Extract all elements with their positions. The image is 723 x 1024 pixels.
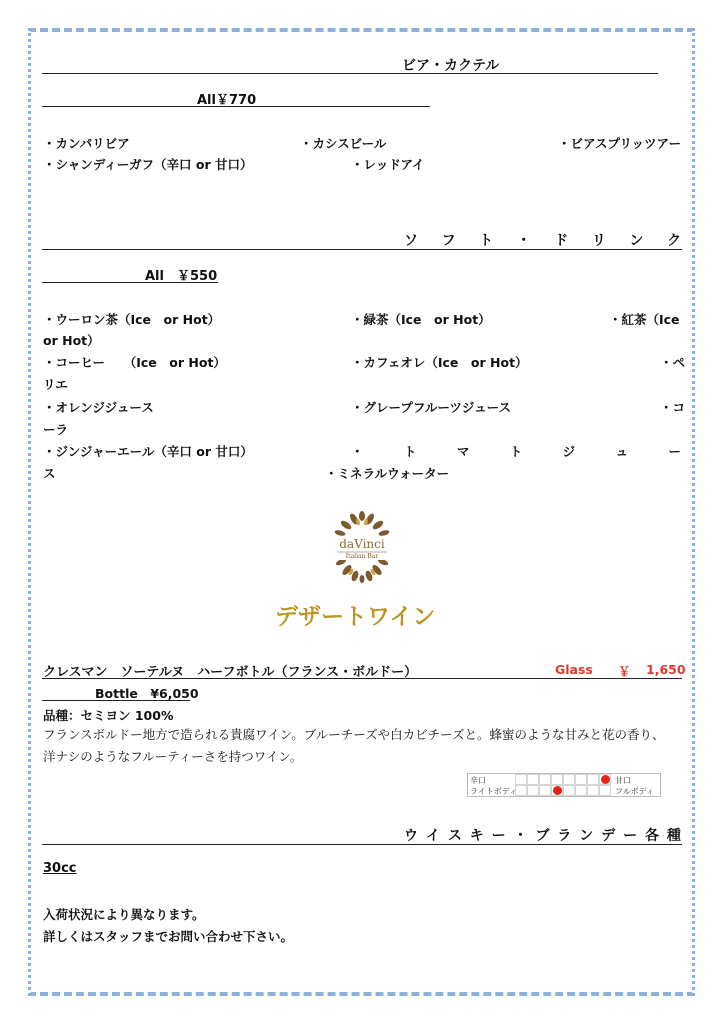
- menu-item: ーラ: [43, 422, 69, 437]
- beer-cocktail-title: ビア・カクテル: [402, 58, 500, 74]
- davinci-logo: [332, 510, 392, 584]
- menu-item: ・ビアスプリッツアー: [558, 136, 682, 151]
- soft-drink-title: ソ フ ト ・ ド リ ン ク: [404, 233, 681, 249]
- taste-grid-cell: [515, 785, 527, 796]
- wine-description-line1: フランスボルドー地方で造られる貴腐ワイン。ブルーチーズや白カビチーズと。蜂蜜のような甘みと花の香り、: [43, 727, 665, 742]
- menu-item: ・シャンディーガフ（辛口 or 甘口）: [43, 157, 253, 172]
- bottle-price: Bottle ¥6,050: [95, 686, 199, 701]
- dry-label: 辛口: [470, 776, 486, 785]
- menu-item: ・緑茶（Ice or Hot）: [351, 312, 491, 327]
- menu-item: ・グレープフルーツジュース: [351, 400, 512, 415]
- stock-note: 入荷状況により異なります。: [43, 907, 205, 922]
- menu-item: ・コ: [660, 400, 686, 415]
- taste-grid-cell: [575, 774, 587, 785]
- taste-grid-cell: [539, 785, 551, 796]
- beer-price-rule: [42, 106, 430, 107]
- menu-item: ・カンパリビア: [43, 136, 130, 151]
- serving-size: 30cc: [43, 861, 77, 876]
- bottle-price-rule: [42, 700, 190, 701]
- staff-note: 詳しくはスタッフまでお問い合わせ下さい。: [43, 929, 294, 944]
- menu-item: リエ: [43, 377, 68, 392]
- logo-wordmark: daVinci: [339, 537, 385, 551]
- menu-item: ・オレンジジュース: [43, 400, 154, 415]
- whisky-brandy-title: ウ イ ス キ ー ・ ブ ラ ン デ ー 各 種: [404, 828, 681, 844]
- wine-name-rule: [42, 678, 682, 679]
- taste-grid-cell: [539, 774, 551, 785]
- glass-label: Glass: [555, 662, 593, 677]
- menu-item: ・レッドアイ: [351, 157, 425, 172]
- taste-grid-cell: [575, 785, 587, 796]
- sweetness-dot: [601, 775, 610, 784]
- logo-subtitle: Italian Bar: [345, 553, 379, 560]
- menu-item: ・カフェオレ（Ice or Hot）: [351, 355, 528, 370]
- wine-variety: 品種：セミヨン 100%: [43, 708, 174, 723]
- menu-item: ・ウーロン茶（Ice or Hot）: [43, 312, 221, 327]
- soft-drink-price-rule: [42, 282, 218, 283]
- dessert-wine-heading: デザートワイン: [275, 604, 436, 630]
- taste-grid-cell: [563, 774, 575, 785]
- menu-item: ・ジンジャーエール（辛口 or 甘口）: [43, 444, 253, 459]
- menu-item: ・ミネラルウォーター: [325, 466, 450, 481]
- taste-grid-cell: [563, 785, 575, 796]
- whisky-title-rule: [42, 844, 682, 845]
- soft-drink-price: All ￥550: [145, 269, 218, 284]
- taste-grid-cell: [587, 785, 599, 796]
- full-body-label: フルボディ: [615, 787, 655, 796]
- glass-price: 1,650: [646, 662, 686, 677]
- body-dot: [553, 786, 562, 795]
- taste-grid-cell: [527, 774, 539, 785]
- taste-chart: [467, 773, 661, 797]
- menu-item-tomato-juice: ・ ト マ ト ジ ュ ー: [351, 444, 681, 459]
- menu-item: ・紅茶（Ice: [609, 312, 680, 327]
- glass-yen: ￥: [618, 664, 631, 679]
- menu-item: or Hot）: [43, 333, 100, 348]
- taste-grid-cell: [599, 785, 611, 796]
- menu-item: ・カシスビール: [300, 136, 387, 151]
- wine-name: クレスマン ソーテルヌ ハーフボトル（フランス・ボルドー）: [43, 665, 418, 680]
- taste-grid: [515, 774, 611, 796]
- sweet-label: 甘口: [615, 776, 631, 785]
- taste-grid-cell: [527, 785, 539, 796]
- taste-grid-cell: [551, 774, 563, 785]
- menu-item: ・コーヒー （Ice or Hot）: [43, 355, 226, 370]
- menu-item: ・ペ: [660, 355, 686, 370]
- beer-title-rule: [42, 73, 658, 74]
- beer-cocktail-price: All￥770: [197, 93, 257, 108]
- taste-grid-cell: [587, 774, 599, 785]
- wine-description-line2: 洋ナシのようなフルーティーさを持つワイン。: [43, 749, 303, 764]
- light-body-label: ライトボディ: [470, 787, 518, 796]
- menu-item: ス: [43, 466, 56, 481]
- soft-drink-title-rule: [42, 249, 682, 250]
- taste-grid-cell: [515, 774, 527, 785]
